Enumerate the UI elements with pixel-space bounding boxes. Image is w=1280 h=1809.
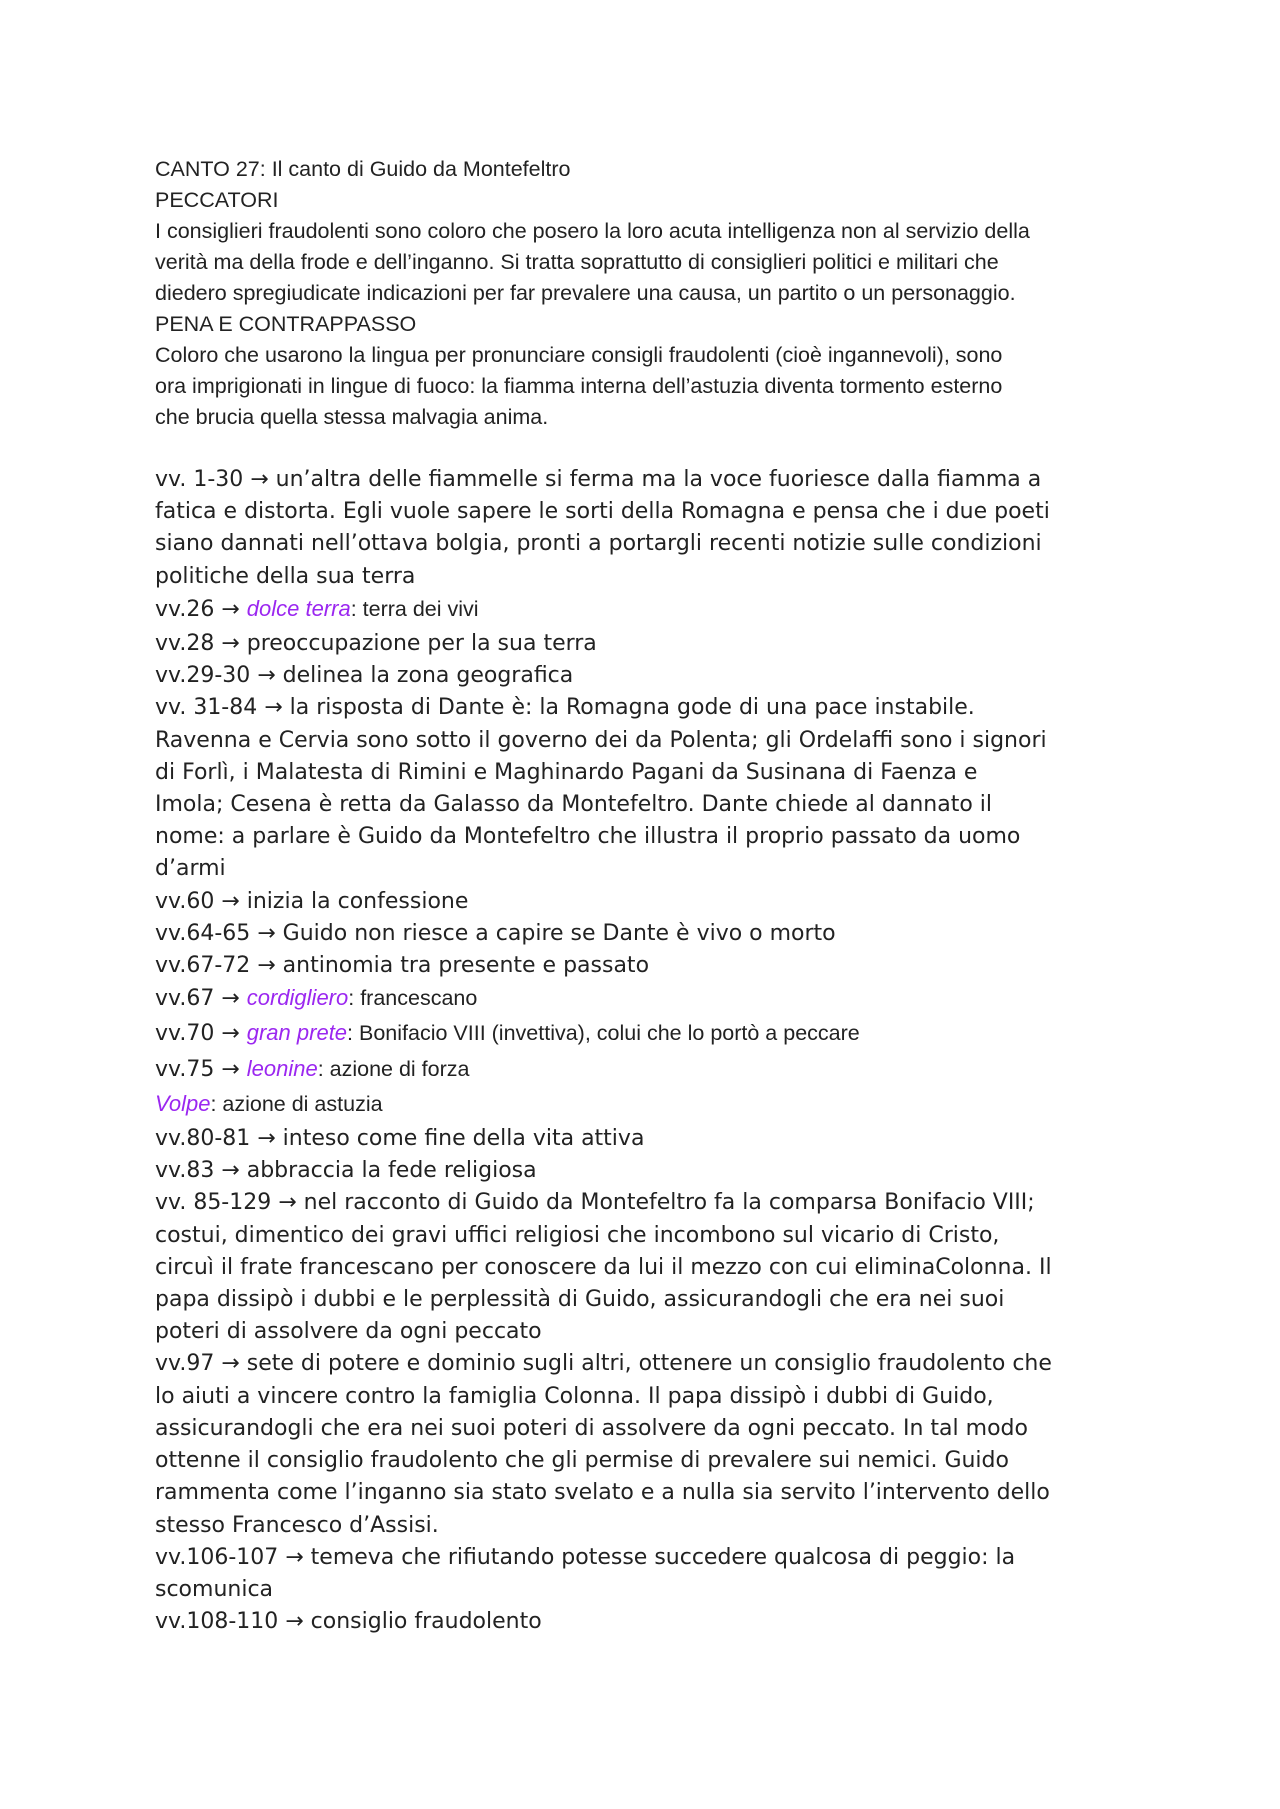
- paragraph-line: che brucia quella stessa malvagia anima.: [155, 405, 549, 429]
- note-line: vv. 1-30 → un’altra delle fiammelle si ferma ma la voce fuoriesce dalla fiamma a: [155, 467, 1042, 492]
- paragraph-line: I consiglieri fraudolenti sono coloro che posero la loro acuta intelligenza non al servizio della: [155, 219, 1030, 243]
- term-gloss: : azione di astuzia: [210, 1091, 383, 1116]
- note-line: vv.83 → abbraccia la fede religiosa: [155, 1158, 537, 1184]
- paragraph-line: Coloro che usarono la lingua per pronunciare consigli fraudolenti (cioè ingannevoli), sono: [155, 343, 1003, 367]
- note-line: circuì il frate francescano per conoscere da lui il mezzo con cui eliminaColonna. Il: [155, 1254, 1052, 1280]
- note-line: lo aiuti a vincere contro la famiglia Colonna. Il papa dissipò i dubbi di Guido,: [155, 1383, 994, 1409]
- note-line: d’armi: [155, 856, 226, 882]
- paragraph-line: ora imprigionati in lingue di fuoco: la fiamma interna dell’astuzia diventa tormento esterno: [155, 374, 1003, 398]
- highlighted-term: Volpe: [155, 1090, 211, 1116]
- note-line: costui, dimentico dei gravi uffici religiosi che incombono sul vicario di Cristo,: [155, 1222, 1000, 1248]
- blank-line: [155, 433, 1135, 464]
- note-line: politiche della sua terra: [155, 563, 416, 589]
- note-line: fatica e distorta. Egli vuole sapere le sorti della Romagna e pensa che i due poeti: [155, 499, 1050, 525]
- note-vv29-30: [155, 660, 1135, 692]
- note-line: vv.29-30 → delinea la zona geografica: [155, 663, 574, 689]
- verse-ref: vv.75 →: [155, 1056, 247, 1082]
- paragraph-line: diedero spregiudicate indicazioni per far prevalere una causa, un partito o un personaggio.: [155, 281, 1016, 305]
- verse-ref: vv.70 →: [155, 1021, 247, 1047]
- note-line: vv.106-107 → temeva che rifiutando potesse succedere qualcosa di peggio: la: [155, 1544, 1016, 1570]
- note-vv1-30: [155, 464, 1135, 593]
- note-line: stesso Francesco d’Assisi.: [155, 1512, 439, 1538]
- note-line: assicurandogli che era nei suoi poteri di assolvere da ogni peccato. In tal modo: [155, 1415, 1028, 1441]
- highlighted-term: cordigliero: [246, 985, 349, 1011]
- note-vv83: [155, 1155, 1135, 1187]
- note-line: Imola; Cesena è retta da Galasso da Montefeltro. Dante chiede al dannato il: [155, 792, 993, 818]
- note-vv108-110: [155, 1606, 1135, 1638]
- term-gloss: : Bonifacio VIII (invettiva), colui che lo portò a peccare: [347, 1021, 860, 1046]
- highlighted-term: dolce terra: [246, 595, 351, 621]
- note-line: vv.64-65 → Guido non riesce a capire se Dante è vivo o morto: [155, 920, 836, 946]
- peccatori-paragraph: [155, 216, 1135, 309]
- note-vv97: [155, 1348, 1135, 1541]
- verse-ref: vv.67 →: [155, 986, 247, 1012]
- note-vv64-65: [155, 918, 1135, 950]
- note-line: vv.80-81 → inteso come fine della vita attiva: [155, 1126, 645, 1152]
- note-vv67: [155, 982, 1135, 1017]
- note-vv26: [155, 593, 1135, 628]
- note-vv67-72: [155, 950, 1135, 982]
- note-line: vv.60 → inizia la confessione: [155, 888, 469, 914]
- highlighted-term: gran prete: [246, 1020, 348, 1046]
- note-line: ottenne il consiglio fraudolento che gli permise di prevalere sui nemici. Guido: [155, 1448, 1009, 1474]
- note-line: papa dissipò i dubbi e le perplessità di Guido, assicurandogli che era nei suoi: [155, 1287, 1005, 1313]
- canto-title: CANTO 27: Il canto di Guido da Montefeltro: [155, 157, 571, 181]
- note-line: scomunica: [155, 1576, 274, 1602]
- term-gloss: : terra dei vivi: [350, 596, 479, 621]
- note-vv106-107: [155, 1542, 1135, 1606]
- note-line: siano dannati nell’ottava bolgia, pronti a portargli recenti notizie sulle condizioni: [155, 531, 1042, 557]
- term-gloss: : francescano: [348, 986, 478, 1011]
- note-line: vv.67-72 → antinomia tra presente e passato: [155, 953, 650, 979]
- peccatori-heading: PECCATORI: [155, 188, 279, 212]
- note-vv85-129: [155, 1187, 1135, 1348]
- note-line: di Forlì, i Malatesta di Rimini e Maghinardo Pagani da Susinana di Faenza e: [155, 759, 978, 785]
- note-line: vv. 31-84 → la risposta di Dante è: la Romagna gode di una pace instabile.: [155, 695, 975, 721]
- term-gloss: : azione di forza: [317, 1056, 470, 1081]
- highlighted-term: leonine: [246, 1055, 318, 1081]
- note-line: nome: a parlare è Guido da Montefeltro che illustra il proprio passato da uomo: [155, 824, 1021, 850]
- note-vv70: [155, 1017, 1135, 1052]
- paragraph-line: verità ma della frode e dell’inganno. Si tratta soprattutto di consiglieri politici e militari che: [155, 250, 999, 274]
- note-vv60: [155, 886, 1135, 918]
- pena-paragraph: [155, 340, 1135, 433]
- verse-ref: vv.26 →: [155, 596, 247, 622]
- note-line: poteri di assolvere da ogni peccato: [155, 1319, 542, 1345]
- note-line: Ravenna e Cervia sono sotto il governo dei da Polenta; gli Ordelaffi sono i signori: [155, 727, 1047, 753]
- note-vv80-81: [155, 1123, 1135, 1155]
- note-vv28: [155, 628, 1135, 660]
- note-vv31-84: [155, 692, 1135, 885]
- note-line: vv.28 → preoccupazione per la sua terra: [155, 631, 597, 657]
- pena-heading: PENA E CONTRAPPASSO: [155, 312, 417, 336]
- note-line: vv. 85-129 → nel racconto di Guido da Montefeltro fa la comparsa Bonifacio VIII;: [155, 1190, 1035, 1216]
- note-line: rammenta come l’inganno sia stato svelato e a nulla sia servito l’intervento dello: [155, 1480, 1050, 1506]
- note-vv75: [155, 1053, 1135, 1088]
- note-volpe: [155, 1088, 1135, 1123]
- note-line: vv.97 → sete di potere e dominio sugli altri, ottenere un consiglio fraudolento che: [155, 1351, 1052, 1377]
- note-line: vv.108-110 → consiglio fraudolento: [155, 1609, 542, 1635]
- document-page: [155, 154, 1135, 1638]
